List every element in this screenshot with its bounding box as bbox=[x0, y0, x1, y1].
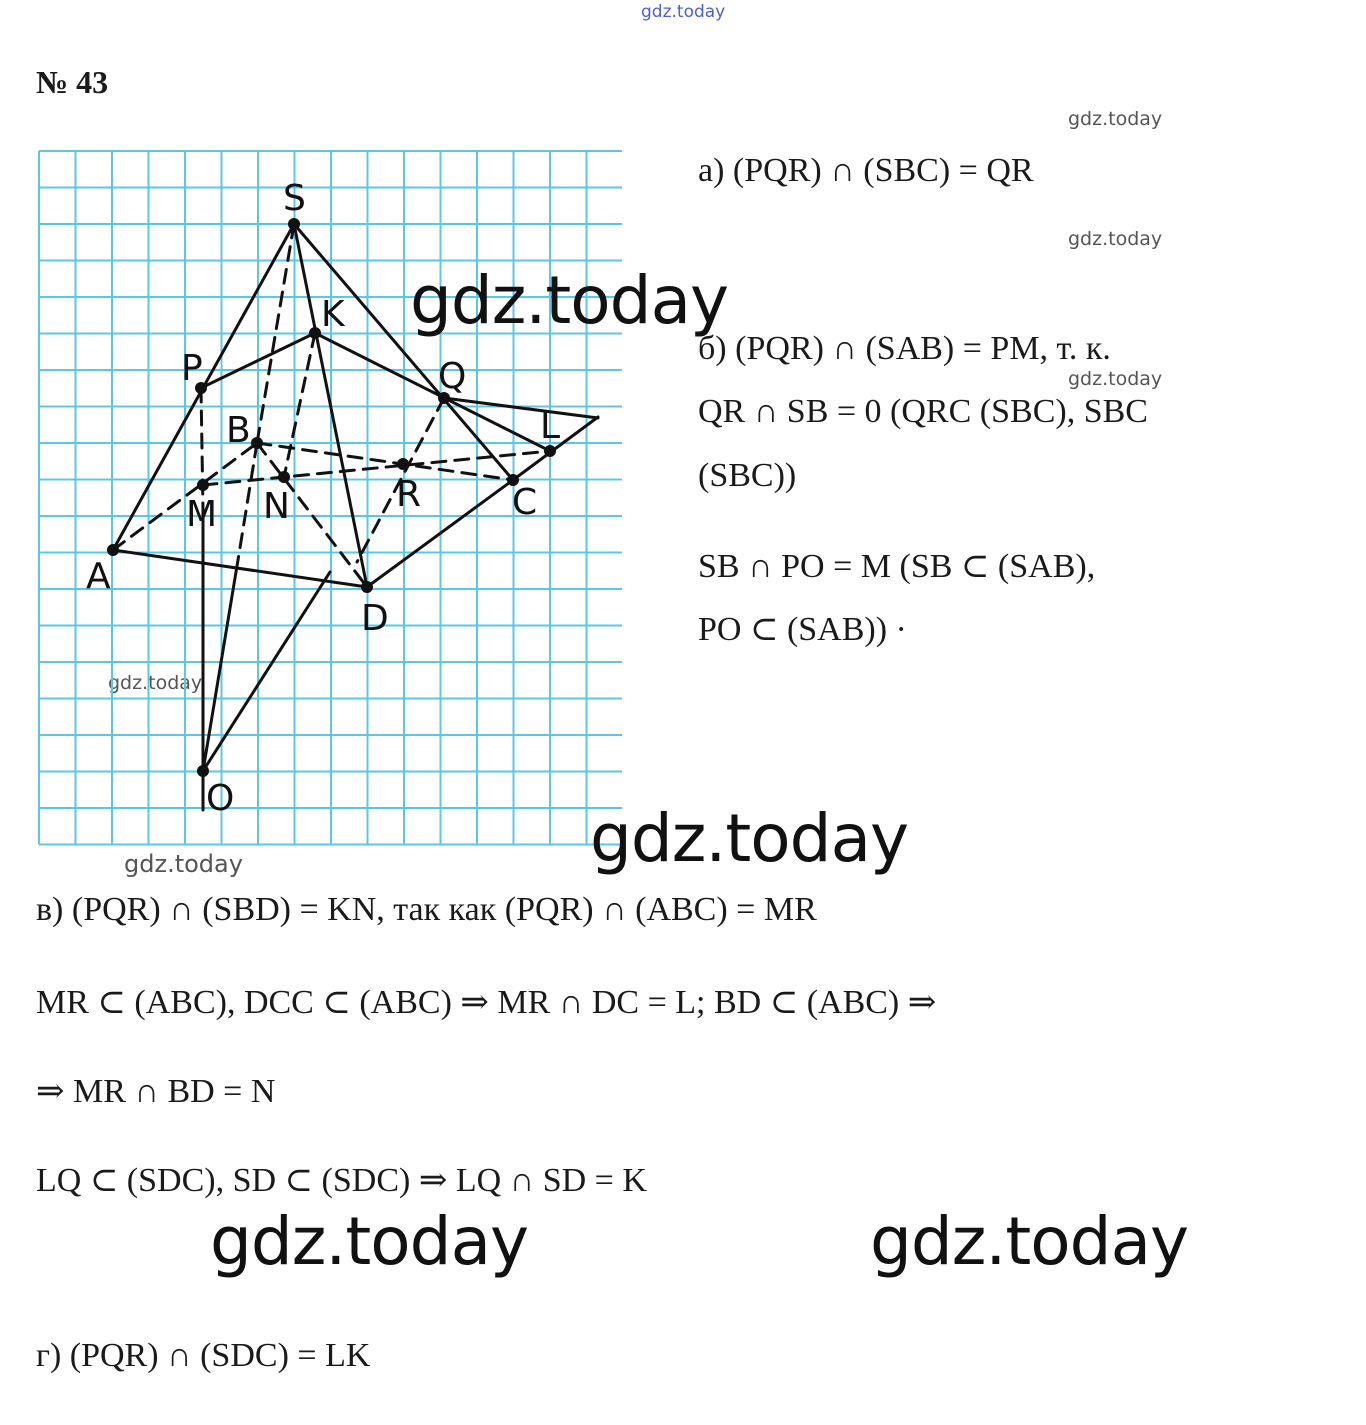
label-N: N bbox=[263, 486, 290, 527]
label-D: D bbox=[361, 598, 389, 639]
line-B-down bbox=[238, 443, 257, 560]
vertex-S bbox=[288, 218, 300, 230]
label-R: R bbox=[396, 474, 422, 515]
watermark-small: gdz.today bbox=[108, 672, 203, 694]
vertex-R bbox=[397, 458, 409, 470]
watermark-small: gdz.today bbox=[124, 850, 243, 878]
answer-b-line-3: (SBC)) bbox=[698, 457, 797, 494]
vertex-M bbox=[197, 479, 209, 491]
answer-v-line-4: LQ ⊂ (SDC), SD ⊂ (SDC) ⇒ LQ ∩ SD = K bbox=[36, 1162, 647, 1199]
watermark-small: gdz.today bbox=[1068, 368, 1163, 390]
answer-v-line-2: MR ⊂ (ABC), DCC ⊂ (ABC) ⇒ MR ∩ DC = L; BD ⊂ (ABC) ⇒ bbox=[36, 984, 937, 1021]
answer-b-line-5: PO ⊂ (SAB)) · bbox=[698, 611, 907, 648]
pyramid-figure bbox=[38, 150, 624, 846]
label-K: K bbox=[321, 294, 345, 335]
label-M: M bbox=[186, 494, 218, 535]
label-O: O bbox=[206, 778, 235, 819]
answer-a: а) (PQR) ∩ (SBC) = QR bbox=[698, 152, 1034, 189]
answer-b-line-4: SB ∩ PO = M (SB ⊂ (SAB), bbox=[698, 548, 1096, 585]
watermark-small: gdz.today bbox=[1068, 228, 1163, 250]
vertex-B bbox=[251, 437, 263, 449]
answer-b-line-1: б) (PQR) ∩ (SAB) = PM, т. к. bbox=[698, 330, 1111, 367]
vertex-O bbox=[197, 765, 209, 777]
label-C: C bbox=[512, 482, 538, 523]
label-Q: Q bbox=[438, 356, 467, 397]
vertex-N bbox=[278, 471, 290, 483]
problem-number: № 43 bbox=[36, 64, 109, 100]
vertex-A bbox=[107, 544, 119, 556]
label-P: P bbox=[181, 348, 203, 389]
answer-v-line-1: в) (PQR) ∩ (SBD) = KN, так как (PQR) ∩ (ABC) = MR bbox=[36, 891, 817, 928]
label-S: S bbox=[283, 178, 306, 219]
vertex-K bbox=[309, 327, 321, 339]
edge-AD bbox=[113, 550, 367, 587]
label-B: B bbox=[226, 410, 251, 451]
vertex-D bbox=[361, 581, 373, 593]
watermark-big: gdz.today bbox=[210, 1203, 529, 1280]
answer-g: г) (PQR) ∩ (SDC) = LK bbox=[36, 1337, 371, 1374]
watermark-big: gdz.today bbox=[410, 262, 729, 339]
watermark-top: gdz.today bbox=[641, 2, 726, 22]
line-KL bbox=[315, 333, 550, 451]
watermark-big: gdz.today bbox=[870, 1203, 1189, 1280]
answer-b-line-2: QR ∩ SB = 0 (QRC (SBC), SBC bbox=[698, 393, 1148, 430]
watermark-small: gdz.today bbox=[1068, 108, 1163, 130]
label-L: L bbox=[540, 406, 561, 447]
line-KN bbox=[284, 333, 315, 477]
watermark-big: gdz.today bbox=[590, 800, 909, 877]
label-A: A bbox=[86, 556, 111, 597]
answer-v-line-3: ⇒ MR ∩ BD = N bbox=[36, 1073, 276, 1110]
